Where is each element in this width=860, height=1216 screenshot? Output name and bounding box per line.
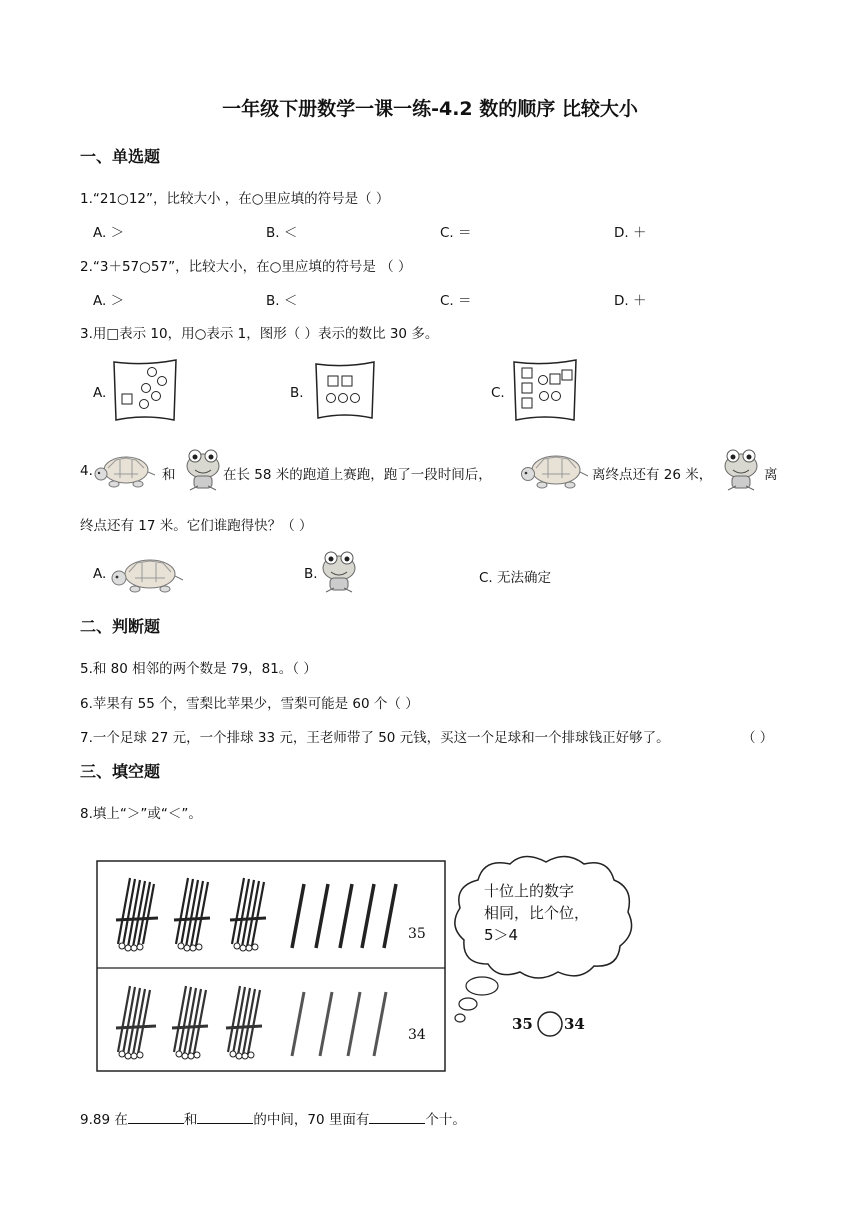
- q3-option-c[interactable]: C.: [491, 385, 505, 401]
- q9-part-c: 的中间，70 里面有: [253, 1112, 370, 1128]
- question-5: 5.和 80 相邻的两个数是 79，81。（ ）: [80, 661, 317, 677]
- sticks-figure: [96, 860, 448, 1074]
- q3-figure-b: [312, 360, 378, 422]
- q1-option-b[interactable]: B. ＜: [266, 225, 298, 241]
- q9-part-d: 个十。: [425, 1112, 466, 1128]
- q3-option-a[interactable]: A.: [93, 385, 107, 401]
- question-4-number: 4.: [80, 463, 93, 479]
- bubble-line-1: 十位上的数字: [484, 882, 575, 900]
- q1-option-a[interactable]: A. ＞: [93, 225, 125, 241]
- bubble-line-2: 相同，比个位，: [484, 904, 590, 922]
- frog-icon: [320, 548, 358, 596]
- q4-text-mid: 在长 58 米的跑道上赛跑，跑了一段时间后，: [223, 467, 492, 483]
- q4-text-end: 离: [764, 467, 778, 483]
- compare-left-number: 35: [512, 1015, 533, 1033]
- q3-figure-c: [510, 358, 580, 424]
- section-heading-true-false: 二、判断题: [80, 617, 161, 636]
- q1-option-c[interactable]: C. ＝: [440, 225, 472, 241]
- turtle-icon: [92, 448, 158, 490]
- thought-bubble: [448, 852, 638, 1024]
- row-2-number: 34: [408, 1027, 426, 1043]
- frog-icon: [184, 446, 222, 494]
- question-7-paren: （ ）: [742, 730, 774, 746]
- q3-figure-a: [110, 358, 180, 424]
- question-2-stem: 2.“3＋57○57”，比较大小，在○里应填的符号是 （ ）: [80, 259, 412, 275]
- q9-blank-1[interactable]: [128, 1110, 184, 1124]
- compare-circle-answer[interactable]: [536, 1010, 564, 1038]
- q4-text-mid2: 离终点还有 26 米，: [592, 467, 713, 483]
- q2-option-b[interactable]: B. ＜: [266, 293, 298, 309]
- q4-and: 和: [162, 467, 176, 483]
- question-1-stem: 1.“21○12”，比较大小 ，在○里应填的符号是（ ）: [80, 191, 390, 207]
- turtle-icon: [518, 448, 590, 490]
- q9-blank-3[interactable]: [369, 1110, 425, 1124]
- section-heading-fill-blank: 三、填空题: [80, 762, 161, 781]
- compare-right-number: 34: [564, 1015, 585, 1033]
- page-title: 一年级下册数学一课一练-4.2 数的顺序 比较大小: [222, 98, 638, 120]
- row-1-number: 35: [408, 926, 426, 942]
- q9-part-a: 9.89 在: [80, 1112, 128, 1128]
- q2-option-a[interactable]: A. ＞: [93, 293, 125, 309]
- q9-blank-2[interactable]: [197, 1110, 253, 1124]
- q3-option-b[interactable]: B.: [290, 385, 304, 401]
- q2-option-d[interactable]: D. ＋: [614, 293, 647, 309]
- question-3-stem: 3.用□表示 10，用○表示 1，图形（ ）表示的数比 30 多。: [80, 326, 439, 342]
- section-heading-single-choice: 一、单选题: [80, 147, 161, 166]
- bubble-line-3: 5＞4: [484, 926, 519, 944]
- q4-text-line2: 终点还有 17 米。它们谁跑得快？（ ）: [80, 518, 313, 534]
- q2-option-c[interactable]: C. ＝: [440, 293, 472, 309]
- q4-option-a[interactable]: A.: [93, 566, 107, 582]
- q4-option-b[interactable]: B.: [304, 566, 318, 582]
- question-9: [80, 1108, 466, 1128]
- q1-option-d[interactable]: D. ＋: [614, 225, 647, 241]
- frog-icon: [722, 446, 760, 494]
- turtle-icon: [108, 552, 184, 594]
- question-8-stem: 8.填上“＞”或“＜”。: [80, 806, 202, 822]
- q4-option-c[interactable]: C. 无法确定: [479, 570, 552, 586]
- question-7-stem: 7.一个足球 27 元，一个排球 33 元，王老师带了 50 元钱，买这一个足球和一个排球钱正好够了。: [80, 730, 670, 746]
- q9-part-b: 和: [183, 1112, 198, 1128]
- question-6: 6.苹果有 55 个，雪梨比苹果少，雪梨可能是 60 个（ ）: [80, 696, 419, 712]
